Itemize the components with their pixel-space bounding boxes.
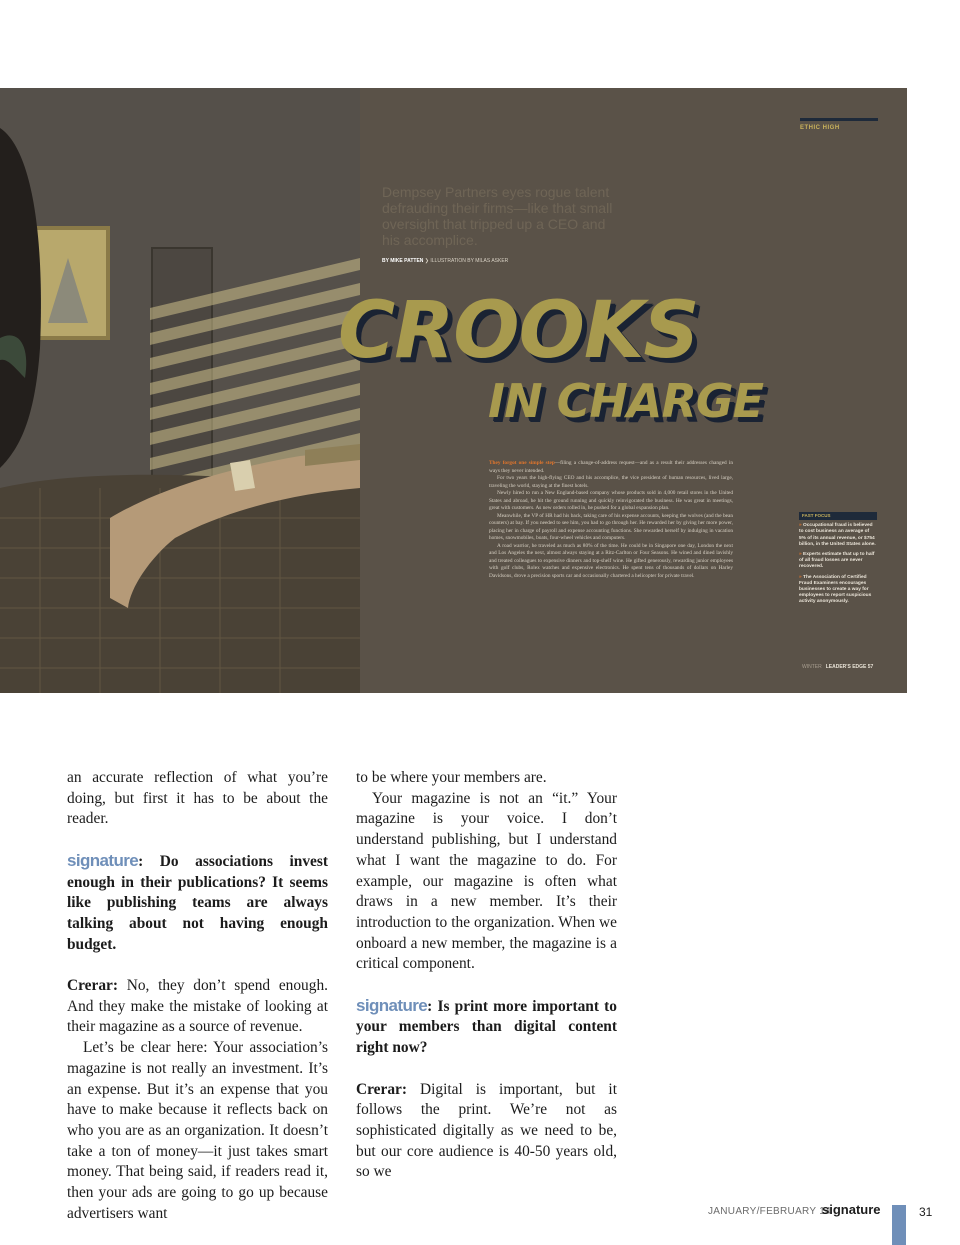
arrow-icon: »: [799, 552, 804, 558]
article-paragraph: Newly hired to run a New England-based company whose products sold in 4,000 retail stores in the United States and abroad, he hit the ground running and quickly reinvigorated the business. He was great in meetings, great with customers. As new orders rolled in, he pushed for a global expansion plan.: [489, 490, 733, 511]
page-tab-bar: [892, 1205, 906, 1245]
spread-folio-date: WINTER: [802, 664, 822, 670]
headline-line-2: IN CHARGE: [488, 374, 764, 428]
spread-folio: [802, 664, 873, 670]
article-body: [489, 460, 733, 580]
chevron-right-icon: ❯: [424, 258, 429, 264]
section-kicker: ETHIC HIGH: [800, 118, 878, 131]
article-paragraph: For two years the high-flying CEO and his accomplice, the vice president of human resources, lived large, traveling the world, staying at the finest hotels.: [489, 475, 733, 489]
byline: [382, 258, 508, 264]
fact-box-item: » Experts estimate that up to half of all fraud losses are never recovered.: [799, 552, 875, 570]
article-paragraph: Meanwhile, the VP of HR had his back, taking care of his expense accounts, keeping the wolves (and the bean counters) at bay. If you needed to see him, you had to go through her. He rewarded her by giving her more power, placing her in charge of payroll and expense accounting functions. She rewarded herself by indulging in vacation homes, snowmobiles, boats, four-wheel vehicles and computers.: [489, 512, 733, 541]
answer: Crerar: Digital is important, but it follows the print. We’re not as sophisticated digitally as we need to be, but our core audience is 40-50 years old, so we: [356, 1080, 617, 1181]
speaker-label: Crerar:: [356, 1080, 407, 1098]
fact-box-item: » The Association of Certified Fraud Examiners encourages businesses to create a way for employees to report suspicious activity anonymously.: [799, 574, 872, 605]
paragraph: an accurate reflection of what you’re doing, but first it has to be about the reader.: [67, 769, 328, 828]
fact-box: [799, 512, 877, 610]
article-lead: They forgot one simple step: [489, 460, 555, 466]
question: signature: Is print more important to your members than digital content right now?: [356, 995, 617, 1057]
text-column-right: [356, 768, 617, 1183]
magazine-name: signature: [822, 1202, 881, 1217]
fact-box-item: » Occupational fraud is believed to cost business an average of 5% of its annual revenue, or $754 billion, in the United States alone.: [799, 523, 876, 547]
page-number: 31: [919, 1205, 933, 1219]
signature-logo: signature: [67, 850, 139, 870]
noir-illustration: [0, 88, 907, 693]
speaker-label: Crerar:: [67, 977, 118, 994]
arrow-icon: »: [799, 574, 804, 580]
headline-line-1: CROOKS: [338, 286, 699, 376]
article-paragraph: A road warrior, he traveled as much as 80% of the time. He could be in Singapore one day, London the next and Los Angeles the next, almost always staying at a Ritz-Carlton or Four Seasons. He wined and dined lavishly and treated colleagues to expensive dinners and top-shelf wine. He gifted generously, rewarding junior employees with golf clubs, Rolex watches and expensive electronics. He spent tens of thousands of dollars on Harley Davidsons, drove a precision sports car and occasionally chartered a helicopter for private travel.: [489, 542, 733, 579]
article-deck: Dempsey Partners eyes rogue talent defrauding their firms—like that small oversight that tripped up a CEO and his accomplice.: [382, 184, 613, 249]
text-column-left: [67, 768, 328, 1224]
fact-box-title: FAST FOCUS: [799, 512, 877, 520]
answer: Crerar: No, they don’t spend enough. And they make the mistake of looking at their magazine as a source of revenue.: [67, 977, 328, 1036]
byline-illustrator: ILLUSTRATION BY MILAS ASKER: [430, 258, 509, 264]
article-spread-image: [0, 88, 907, 693]
byline-author: BY MIKE PATTEN: [382, 258, 424, 264]
spread-folio-text: LEADER'S EDGE 57: [825, 664, 874, 670]
article-paragraph: They forgot one simple step—filing a change-of-address request—and as a result their addresses changed in ways they never intended.: [489, 460, 733, 474]
issue-date: JANUARY/FEBRUARY 14: [708, 1206, 831, 1217]
signature-logo: signature: [356, 995, 428, 1015]
paragraph: Let’s be clear here: Your association’s magazine is not really an investment. It’s an expense. But it’s an expense that you have to make because it reflects back on who you are as an organization. It doesn’t take a ton of money—it just takes smart money. That being said, if readers read it, then your ads are going to go up because advertisers want: [67, 1039, 328, 1222]
question: signature: Do associations invest enough in their publications? It seems like publishing teams are always talking about not having enough budget.: [67, 850, 328, 953]
paragraph: Your magazine is not an “it.” Your magazine is your voice. I don’t understand publishing, but I understand what I want the magazine to do. For example, our magazine is often what draws in a new member. It’s their introduction to the organization. When we onboard a new member, the magazine is a critical component.: [356, 789, 617, 973]
paragraph: to be where your members are.: [356, 769, 547, 786]
arrow-icon: »: [799, 523, 804, 529]
